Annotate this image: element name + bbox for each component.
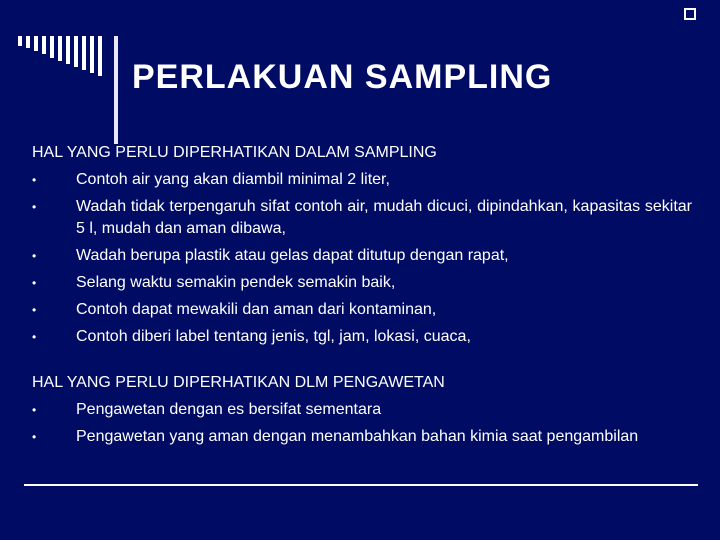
list-item <box>32 299 692 321</box>
bullet-icon: • <box>32 276 37 290</box>
decor-bar <box>74 36 78 67</box>
decor-bar <box>42 36 46 54</box>
list-item-text: Contoh dapat mewakili dan aman dari kontaminan, <box>76 301 437 318</box>
list-item-text: Contoh air yang akan diambil minimal 2 liter, <box>76 171 390 188</box>
decor-bar <box>58 36 62 61</box>
decor-bar <box>18 36 22 46</box>
list-item-text: Wadah berupa plastik atau gelas dapat ditutup dengan rapat, <box>76 247 509 264</box>
bullet-icon: • <box>32 303 37 317</box>
decor-bar <box>66 36 70 64</box>
list-item <box>32 426 692 448</box>
list-item <box>32 272 692 294</box>
decor-bar <box>50 36 54 58</box>
decor-bar <box>82 36 86 70</box>
title-accent-line <box>114 36 118 144</box>
bottom-divider <box>24 484 698 486</box>
list-item <box>32 169 692 191</box>
decor-bar <box>98 36 102 76</box>
list-item <box>32 326 692 348</box>
section-heading-pengawetan: HAL YANG PERLU DIPERHATIKAN DLM PENGAWETAN <box>32 374 445 391</box>
decorative-bars <box>18 36 128 76</box>
list-item-text: Contoh diberi label tentang jenis, tgl, jam, lokasi, cuaca, <box>76 328 471 345</box>
decor-bar <box>26 36 30 48</box>
slide-title: PERLAKUAN SAMPLING <box>132 58 553 96</box>
section-heading-sampling: HAL YANG PERLU DIPERHATIKAN DALAM SAMPLING <box>32 144 437 161</box>
sampling-list <box>32 169 692 348</box>
bullet-icon: • <box>32 330 37 344</box>
list-item <box>32 245 692 267</box>
bullet-icon: • <box>32 200 37 214</box>
list-item <box>32 399 692 421</box>
list-item-text: Wadah tidak terpengaruh sifat contoh air, mudah dicuci, dipindahkan, kapasitas sekitar 5 l, mudah dan aman dibawa, <box>76 198 692 237</box>
bullet-icon: • <box>32 403 37 417</box>
bullet-icon: • <box>32 249 37 263</box>
pengawetan-list <box>32 399 692 448</box>
list-item-text: Pengawetan dengan es bersifat sementara <box>76 401 382 418</box>
square-icon <box>684 8 696 20</box>
list-item-text: Pengawetan yang aman dengan menambahkan bahan kimia saat pengambilan <box>76 428 639 445</box>
bullet-icon: • <box>32 430 37 444</box>
decor-bar <box>90 36 94 73</box>
decor-bar <box>34 36 38 51</box>
list-item <box>32 196 692 240</box>
list-item-text: Selang waktu semakin pendek semakin baik, <box>76 274 396 291</box>
bullet-icon: • <box>32 173 37 187</box>
